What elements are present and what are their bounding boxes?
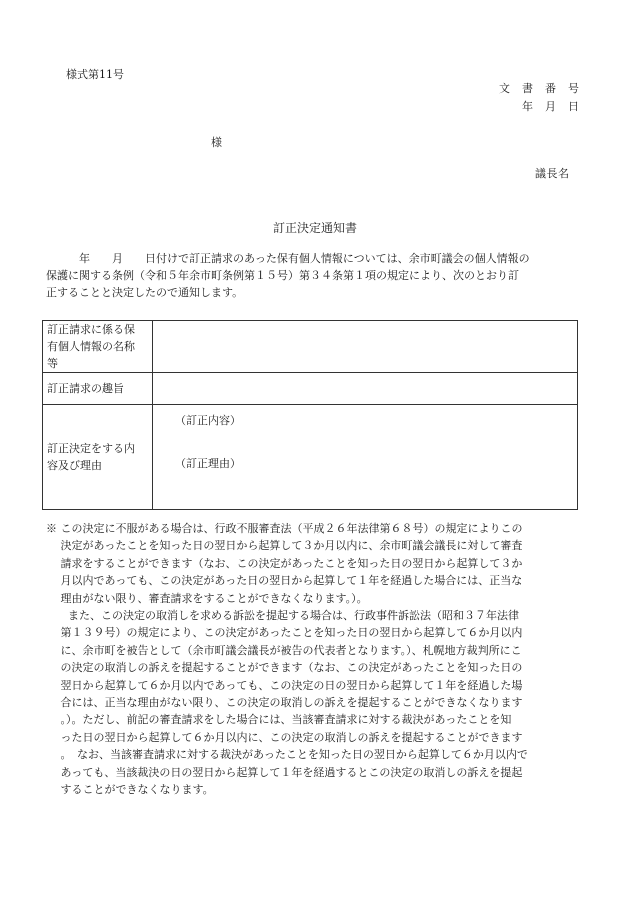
notice-line: 第１３９号）の規定により、この決定があったことを知った日の翌日から起算して６か月以内: [46, 626, 523, 640]
appeal-notice: [46, 520, 591, 799]
form-number: 様式第11号: [66, 68, 124, 81]
notice-line: 請求をすることができます（なお、この決定があったことを知った日の翌日から起算して３か: [46, 556, 523, 570]
sender-name: 議長名: [535, 167, 570, 180]
decision-table: [42, 320, 578, 510]
notice-line: に、余市町を被告として（余市町議会議長が被告の代表者となります。）、札幌地方裁判所にこ: [46, 643, 522, 657]
intro-line: 年 月 日付けで訂正請求のあった保有個人情報については、余市町議会の個人情報の: [46, 252, 530, 265]
intro-line: 保護に関する条例（令和５年余市町条例第１５号）第３４条第１項の規定により、次のとおり訂: [46, 269, 519, 282]
notice-line: あっても、当該裁決の日の翌日から起算して１年を経過するとこの決定の取消しの訴えを提起: [46, 765, 523, 779]
document-title: 訂正決定通知書: [272, 221, 357, 235]
notice-line: の決定の取消しの訴えを提起することができます（なお、この決定があったことを知った日の: [46, 661, 523, 675]
addressee-suffix: 様: [211, 136, 222, 149]
row-value-decision: [153, 405, 578, 510]
notice-line: また、この決定の取消しを求める訴訟を提起する場合は、行政事件訴訟法（昭和３７年法律: [46, 609, 519, 623]
intro-paragraph: [46, 250, 586, 301]
notice-line: ※ この決定に不服がある場合は、行政不服審査法（平成２６年法律第６８号）の規定によりこの: [46, 522, 523, 535]
notice-line: することができなくなります。: [46, 783, 214, 797]
notice-line: 理由がない限り、審査請求をすることができなくなります。）。: [46, 591, 368, 605]
row-value-purpose: [153, 373, 578, 405]
document-number: 文 書 番 号: [499, 82, 580, 95]
row-value-info-name: [153, 321, 578, 373]
issue-date: 年 月 日: [522, 100, 580, 113]
row-label-purpose: 訂正請求の趣旨: [43, 373, 153, 405]
table-row-decision: [43, 405, 578, 510]
row-label-info-name: 訂正請求に係る保 有個人情報の名称 等: [43, 321, 153, 373]
notice-line: 。 なお、当該審査請求に対する裁決があったことを知った日の翌日から起算して６か月以内で: [46, 748, 528, 762]
intro-line: 正することと決定したので通知します。: [46, 286, 244, 299]
notice-line: った日の翌日から起算して６か月以内に、この決定の取消しの訴えを提起することができます: [46, 730, 523, 744]
table-row-purpose: [43, 373, 578, 405]
notice-line: 月以内であっても、この決定があった日の翌日から起算して１年を経過した場合には、正当な: [46, 574, 523, 588]
correction-reason-label: （訂正理由）: [175, 457, 241, 470]
table-row-info-name: [43, 321, 578, 373]
notice-line: 翌日から起算して６か月以内であっても、この決定の日の翌日から起算して１年を経過した場: [46, 678, 523, 692]
row-label-decision: 訂正決定をする内 容及び理由: [43, 405, 153, 510]
notice-line: 。）。ただし、前記の審査請求をした場合には、当該審査請求に対する裁決があったことを知: [46, 713, 512, 727]
notice-line: 決定があったことを知った日の翌日から起算して３か月以内に、余市町議会議長に対して審査: [46, 539, 523, 553]
notice-line: 合には、正当な理由がない限り、この決定の取消しの訴えを提起することができなくなります: [46, 696, 523, 710]
correction-content-label: （訂正内容）: [175, 414, 241, 427]
